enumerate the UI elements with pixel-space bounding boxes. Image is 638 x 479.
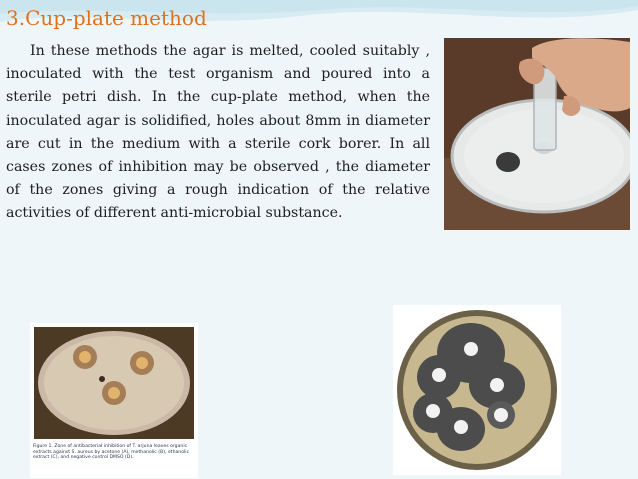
figure-caption: Figure 1. Zone of antibacterial inhibition of T. arjuna leaves organic extracts against S. aureus by acetone (A), methanolic (B), ethanolic extract (C), and negative control DMSO (D). [33, 444, 190, 461]
slide-title: 3.Cup-plate method [6, 6, 207, 30]
inhibition-zones-photo [393, 305, 561, 475]
cork-borer-photo [444, 38, 630, 230]
slide-body-text: In these methods the agar is melted, cooled suitably , inoculated with the test organism and poured into a sterile petri dish. In the cup-plate method, when the inoculated agar is solidified, holes about 8mm in diameter are cut in the medium with a sterile cork borer. In all cases zones of inhibition may be observed , the diameter of the zones giving a rough indication of the relative activities of different anti-microbial substance. [6, 43, 430, 222]
